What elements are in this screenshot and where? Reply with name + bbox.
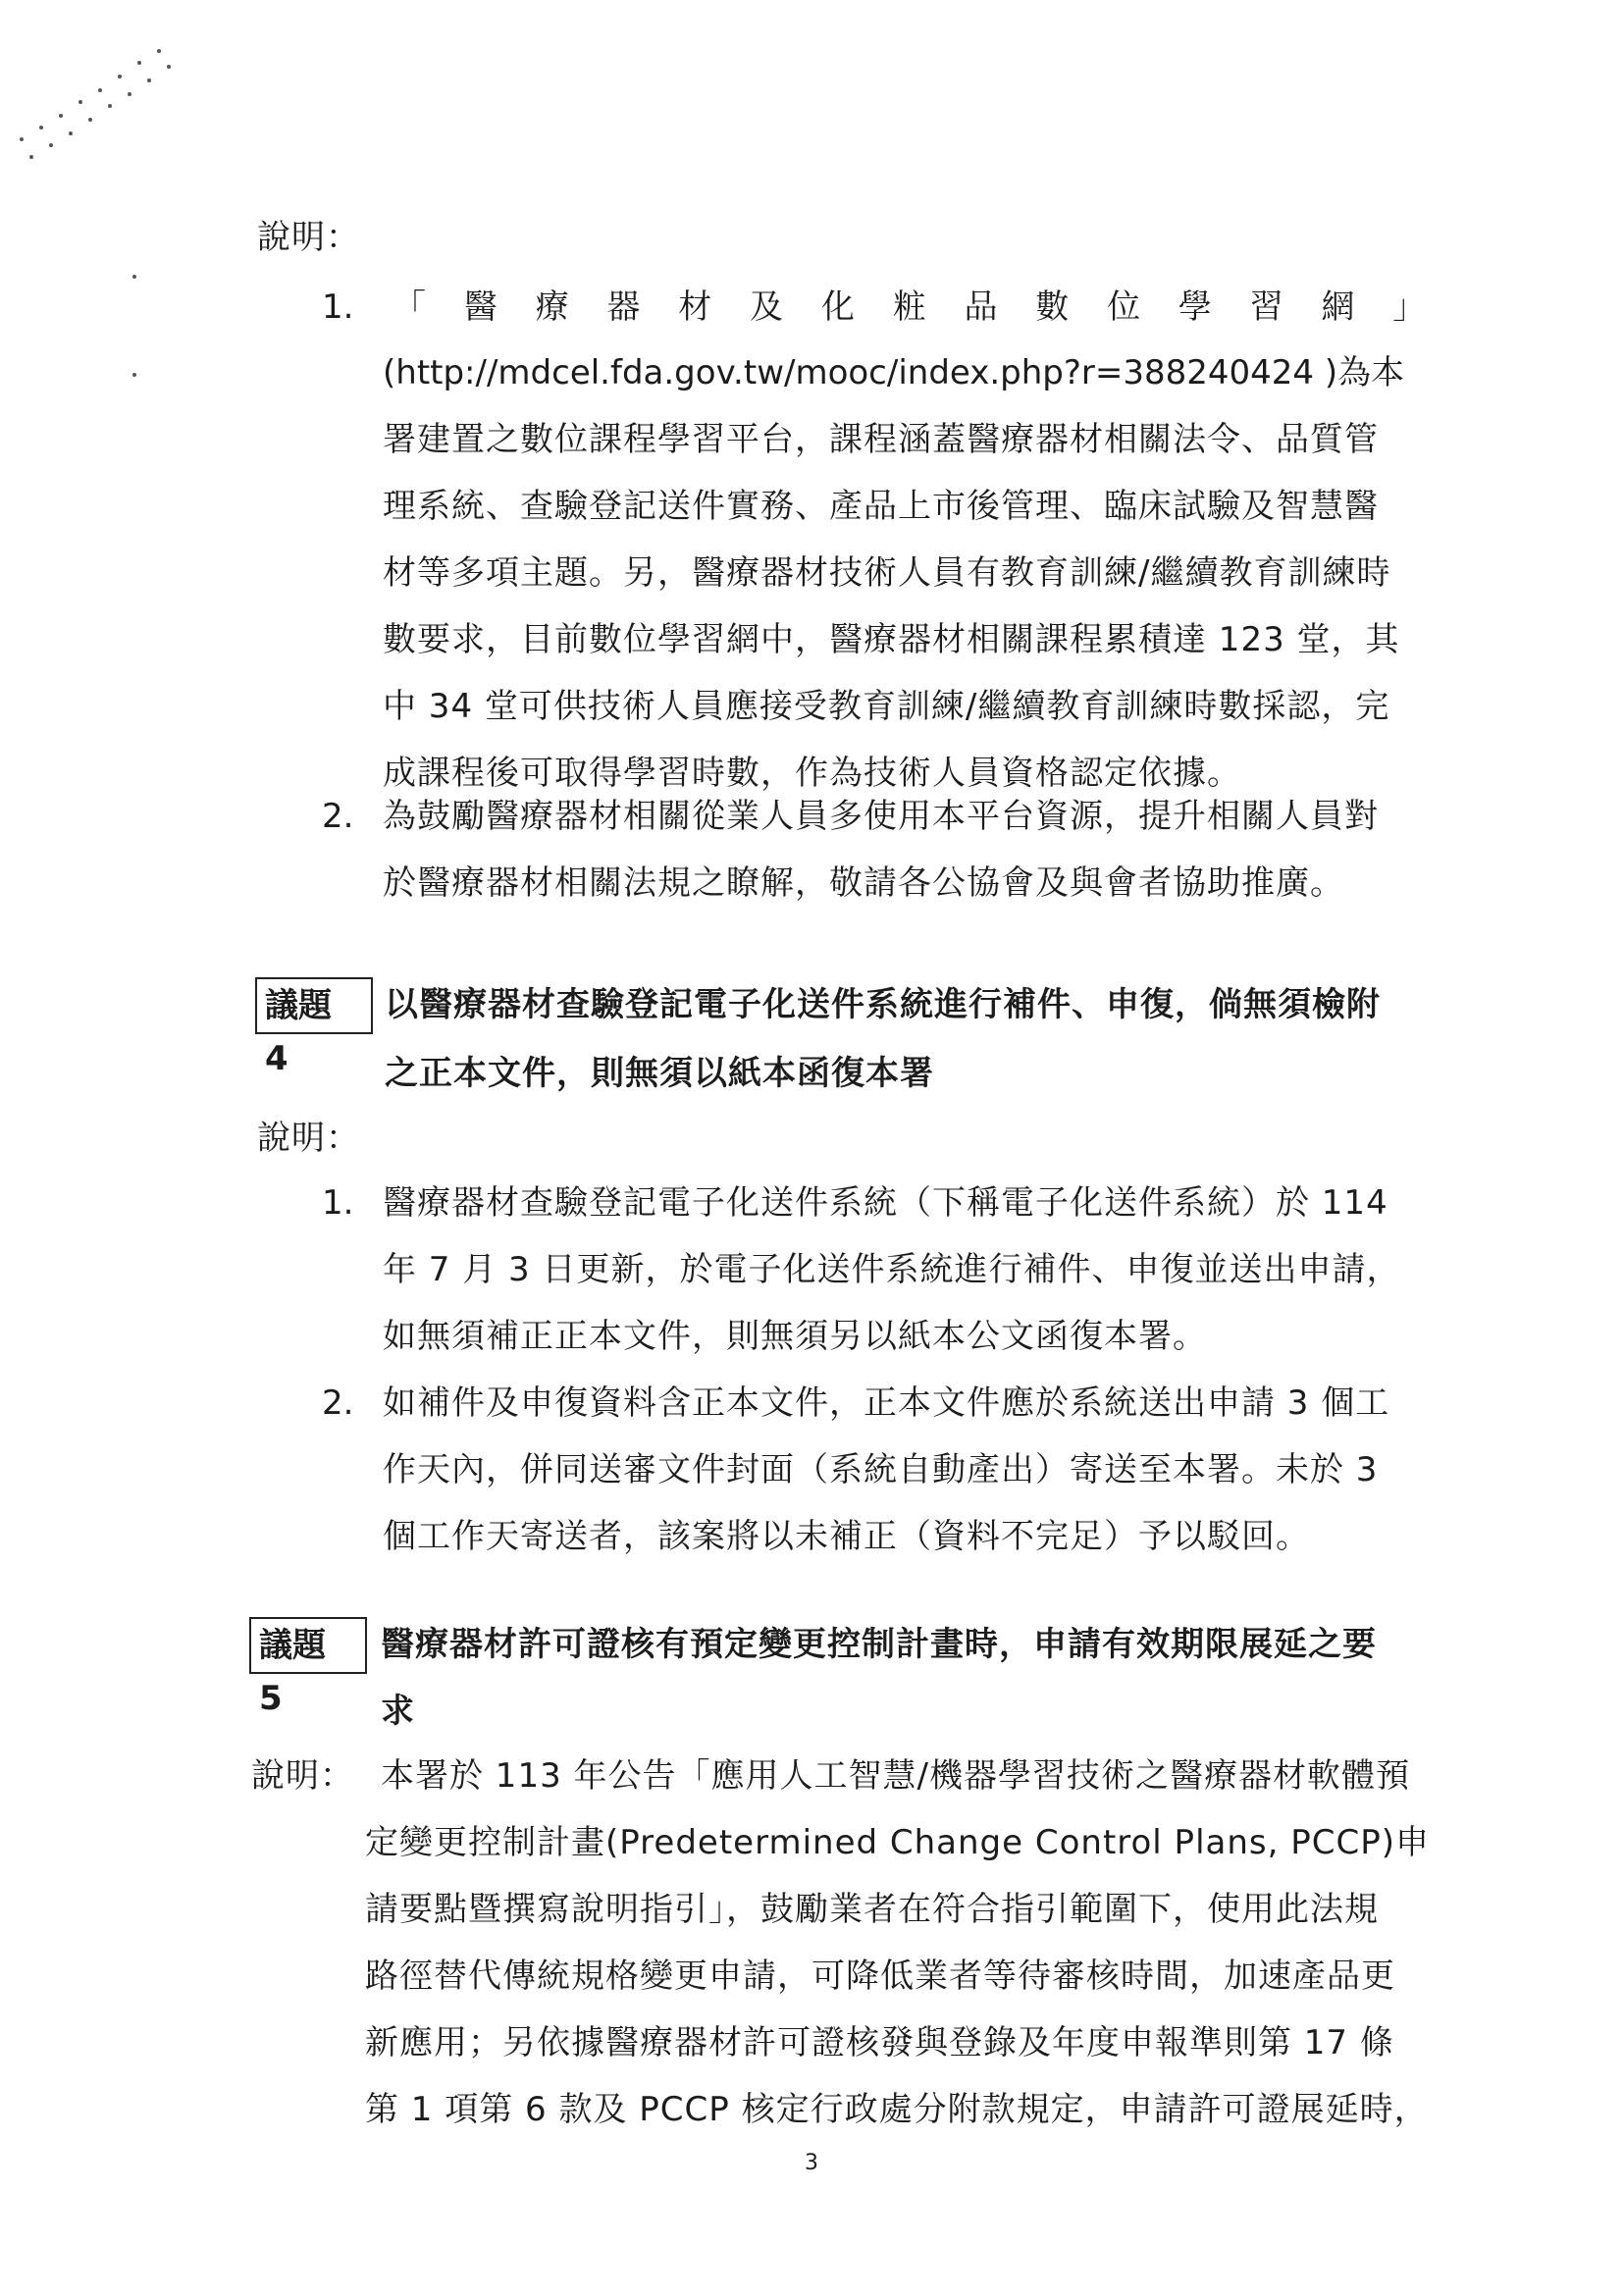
scan-speckle [10, 10, 177, 157]
item-number: 2. [322, 797, 354, 836]
body-text-line: 請要點暨撰寫說明指引」，鼓勵業者在符合指引範圍下，使用此法規 [365, 1890, 1379, 1929]
item-text-line: 「 醫 療 器 材 及 化 粧 品 數 位 學 習 網 」 [393, 287, 1440, 327]
item-text-line: 成課程後可取得學習時數，作為技術人員資格認定依據。 [383, 754, 1241, 793]
issue-tag: 議題 4 [255, 977, 373, 1034]
issue-title-line: 以醫療器材查驗登記電子化送件系統進行補件、申復，倘無須檢附 [385, 985, 1381, 1024]
item-text-line: 個工作天寄送者，該案將以未補正（資料不完足）予以駁回。 [383, 1517, 1310, 1556]
page-number: 3 [805, 2151, 818, 2175]
body-text-line: 第 1 項第 6 款及 PCCP 核定行政處分附款規定，申請許可證展延時， [365, 2090, 1429, 2129]
section-label: 說明： [251, 1756, 354, 1796]
item-number: 1. [322, 1183, 354, 1223]
item-text-line: (http://mdcel.fda.gov.tw/mooc/index.php?r=388240424 )為本 [383, 353, 1405, 392]
item-text-line: 材等多項主題。另，醫療器材技術人員有教育訓練/繼續教育訓練時 [383, 553, 1391, 593]
issue-title-line: 求 [381, 1692, 415, 1731]
item-text-line: 年 7 月 3 日更新，於電子化送件系統進行補件、申復並送出申請， [383, 1250, 1401, 1289]
item-text-line: 署建置之數位課程學習平台，課程涵蓋醫療器材相關法令、品質管 [383, 420, 1379, 459]
issue-tag: 議題 5 [249, 1617, 367, 1674]
item-text-line: 於醫療器材相關法規之瞭解，敬請各公協會及與會者協助推廣。 [383, 863, 1344, 903]
section-label: 說明： [257, 218, 360, 257]
item-text-line: 中 34 堂可供技術人員應接受教育訓練/繼續教育訓練時數採認，完 [383, 687, 1390, 726]
item-text-line: 數要求，目前數位學習網中，醫療器材相關課程累積達 123 堂，其 [383, 620, 1400, 659]
item-text-line: 醫療器材查驗登記電子化送件系統（下稱電子化送件系統）於 114 [383, 1183, 1388, 1223]
item-text-line: 作天內，併同送審文件封面（系統自動產出）寄送至本署。未於 3 [383, 1450, 1379, 1489]
item-text-line: 理系統、查驗登記送件實務、產品上市後管理、臨床試驗及智慧醫 [383, 487, 1379, 526]
item-number: 1. [322, 287, 354, 327]
body-text-line: 路徑替代傳統規格變更申請，可降低業者等待審核時間，加速產品更 [365, 1957, 1395, 1996]
item-number: 2. [322, 1383, 354, 1423]
issue-title-line: 之正本文件，則無須以紙本函復本署 [385, 1054, 934, 1093]
item-text-line: 如補件及申復資料含正本文件，正本文件應於系統送出申請 3 個工 [383, 1383, 1390, 1423]
section-label: 說明： [257, 1119, 360, 1158]
item-text-line: 如無須補正正本文件，則無須另以紙本公文函復本署。 [383, 1317, 1207, 1356]
item-text-line: 為鼓勵醫療器材相關從業人員多使用本平台資源，提升相關人員對 [383, 797, 1379, 836]
body-text-line: 本署於 113 年公告「應用人工智慧/機器學習技術之醫療器材軟體預 [381, 1756, 1410, 1796]
issue-title-line: 醫療器材許可證核有預定變更控制計畫時，申請有效期限展延之要 [381, 1625, 1377, 1664]
body-text-line: 定變更控制計畫(Predetermined Change Control Plans, PCCP)申 [365, 1823, 1430, 1862]
body-text-line: 新應用；另依據醫療器材許可證核發與登錄及年度申報準則第 17 條 [365, 2023, 1394, 2062]
